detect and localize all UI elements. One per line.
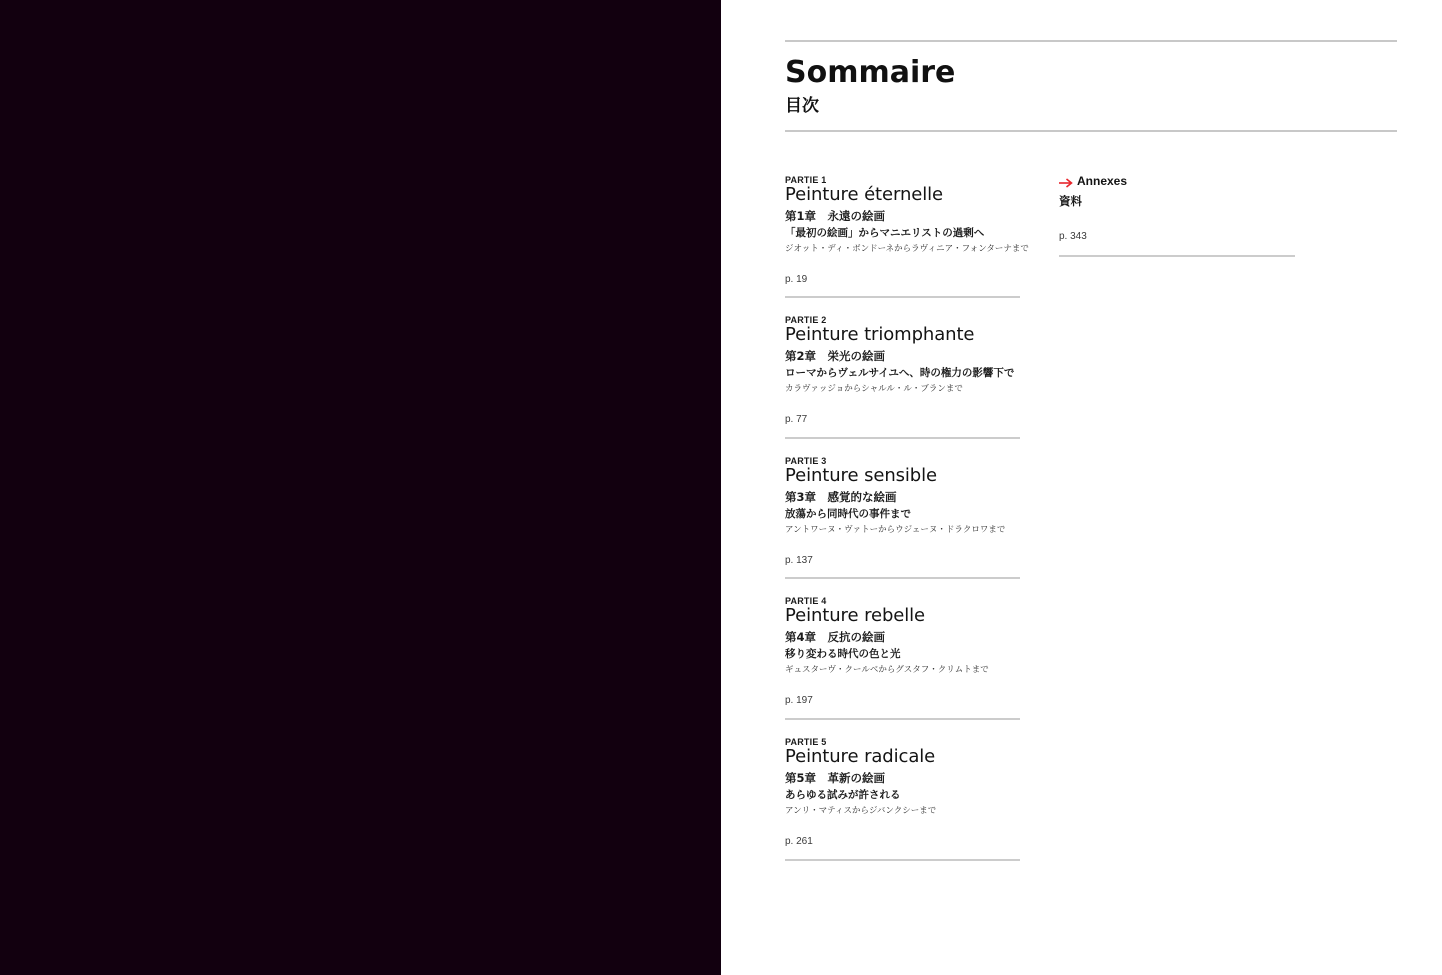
part-chapter: 第5章 革新の絵画	[785, 771, 886, 785]
toc-entry-part-1[interactable]	[785, 175, 1029, 305]
toc-entry-part-3[interactable]	[785, 456, 1020, 586]
part-chapter: 第1章 永遠の絵画	[785, 209, 886, 223]
part-artists: カラヴァッジョからシャルル・ル・ブランまで	[785, 384, 963, 394]
part-chapter: 第4章 反抗の絵画	[785, 630, 886, 644]
part-subtitle: 「最初の絵画」からマニエリストの過剰へ	[785, 227, 985, 239]
part-subtitle: 移り変わる時代の色と光	[785, 648, 901, 660]
part-chapter: 第3章 感覚的な絵画	[785, 490, 897, 504]
page-title: Sommaire	[785, 55, 956, 90]
part-subtitle: ローマからヴェルサイユへ、時の権力の影響下で	[785, 367, 1015, 379]
part-page-number: p. 197	[785, 695, 813, 706]
part-title: Peinture rebelle	[785, 605, 926, 626]
part-divider	[785, 296, 1020, 298]
part-title: Peinture triomphante	[785, 324, 975, 345]
part-subtitle: あらゆる試みが許される	[785, 789, 901, 801]
part-label: PARTIE 3	[785, 456, 827, 466]
header-bottom-rule	[785, 130, 1397, 132]
toc-entry-part-5[interactable]	[785, 737, 1020, 867]
part-page-number: p. 261	[785, 836, 813, 847]
annexes-title-japanese: 資料	[1059, 194, 1082, 208]
part-label: PARTIE 4	[785, 596, 827, 606]
annexes-title: Annexes	[1077, 174, 1128, 188]
part-artists: アントワーヌ・ヴァトーからウジェーヌ・ドラクロワまで	[785, 525, 1006, 535]
part-title: Peinture sensible	[785, 465, 938, 486]
page-title-japanese: 目次	[785, 96, 819, 116]
part-label: PARTIE 2	[785, 315, 827, 325]
part-title: Peinture radicale	[785, 746, 936, 767]
part-divider	[785, 718, 1020, 720]
toc-entry-part-2[interactable]	[785, 315, 1020, 445]
part-label: PARTIE 1	[785, 175, 827, 185]
part-page-number: p. 19	[785, 274, 808, 285]
annexes-divider	[1059, 255, 1295, 257]
part-divider	[785, 437, 1020, 439]
toc-entry-part-4[interactable]	[785, 596, 1020, 726]
part-divider	[785, 577, 1020, 579]
part-artists: アンリ・マティスからジバンクシーまで	[785, 806, 937, 816]
arrow-right-icon	[1059, 178, 1073, 188]
part-artists: ジオット・ディ・ボンドーネからラヴィニア・フォンターナまで	[785, 244, 1029, 254]
part-subtitle: 放蕩から同時代の事件まで	[785, 508, 911, 520]
toc-entry-annexes[interactable]	[1059, 173, 1295, 263]
part-page-number: p. 77	[785, 414, 808, 425]
part-page-number: p. 137	[785, 555, 813, 566]
part-artists: ギュスターヴ・クールベからグスタフ・クリムトまで	[785, 665, 989, 675]
part-title: Peinture éternelle	[785, 184, 944, 205]
part-chapter: 第2章 栄光の絵画	[785, 349, 886, 363]
part-divider	[785, 859, 1020, 861]
annexes-page-number: p. 343	[1059, 231, 1087, 242]
header-top-rule	[785, 40, 1397, 42]
part-label: PARTIE 5	[785, 737, 827, 747]
